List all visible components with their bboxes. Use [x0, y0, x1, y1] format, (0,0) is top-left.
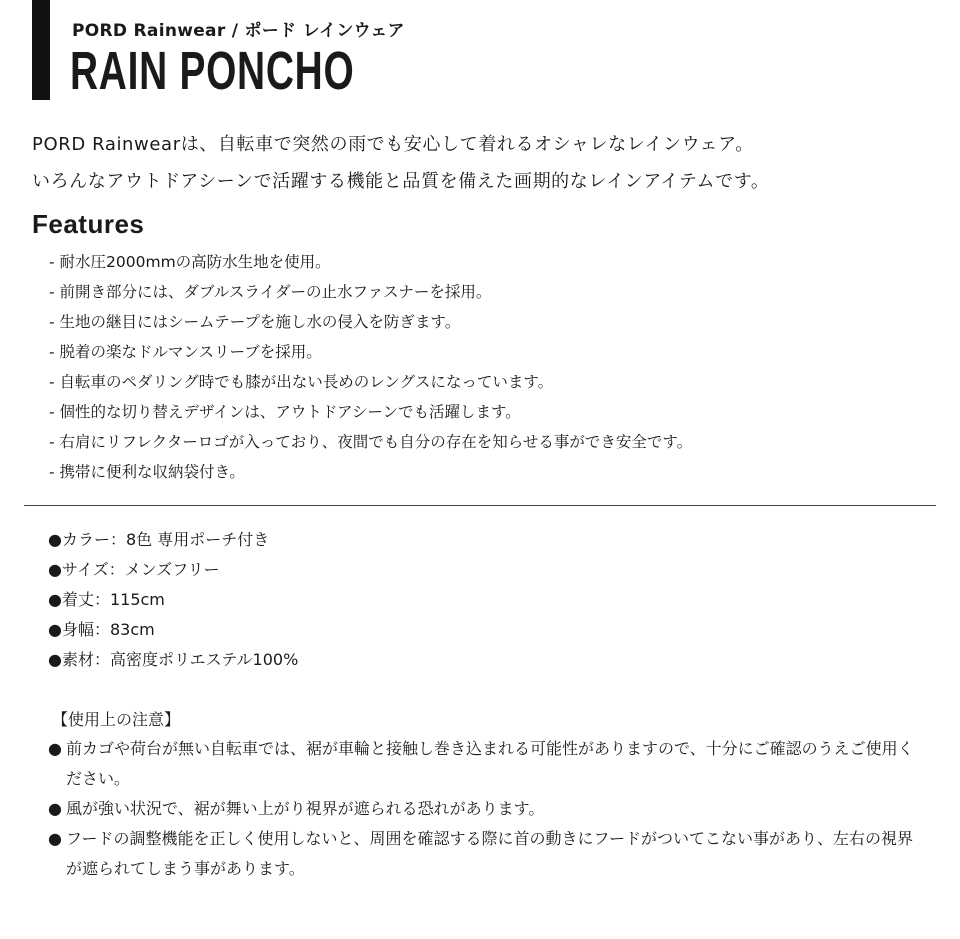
spec-item [48, 645, 298, 675]
spec-text: 着丈：115cm [61, 590, 165, 609]
feature-item: - 携帯に便利な収納袋付き。 [49, 463, 245, 481]
caution-list [48, 734, 928, 884]
bullet-icon: ● [48, 650, 62, 669]
feature-item: - 個性的な切り替えデザインは、アウトドアシーンでも活躍します。 [49, 403, 521, 421]
intro-line: PORD Rainwearは、自転車で突然の雨でも安心して着れるオシャレなレインウェア。 [32, 134, 754, 155]
caution-text: フードの調整機能を正しく使用しないと、周囲を確認する際に首の動きにフードがついてこない事があり、左右の視界が遮られてしまう事があります。 [66, 829, 914, 878]
bullet-icon: ● [48, 739, 62, 758]
bullet-icon: ● [48, 560, 62, 579]
spec-item [48, 585, 298, 615]
spec-text: 素材：高密度ポリエステル100% [61, 650, 299, 669]
caution-item [48, 734, 928, 794]
features-list [49, 247, 692, 487]
bullet-icon: ● [48, 799, 62, 818]
page-title: RAIN PONCHO [70, 41, 355, 101]
feature-item: - 耐水圧2000mmの高防水生地を使用。 [49, 253, 331, 271]
feature-item: - 右肩にリフレクターロゴが入っており、夜間でも自分の存在を知らせる事ができ安全です。 [49, 433, 693, 451]
caution-item [48, 824, 928, 884]
spec-text: サイズ：メンズフリー [61, 560, 220, 579]
feature-item: - 自転車のペダリング時でも膝が出ない長めのレングスになっています。 [49, 373, 554, 391]
feature-item: - 生地の継目にはシームテープを施し水の侵入を防ぎます。 [49, 313, 461, 331]
features-heading: Features [32, 209, 145, 239]
intro-text [32, 126, 770, 200]
bullet-icon: ● [48, 590, 62, 609]
spec-text: 身幅：83cm [61, 620, 155, 639]
spec-item [48, 615, 298, 645]
spec-item [48, 525, 298, 555]
spec-item [48, 555, 298, 585]
title-accent-bar [32, 0, 50, 100]
feature-item: - 脱着の楽なドルマンスリーブを採用。 [49, 343, 322, 361]
section-divider [24, 505, 936, 506]
spec-list [48, 525, 298, 675]
intro-line: いろんなアウトドアシーンで活躍する機能と品質を備えた画期的なレインアイテムです。 [32, 171, 770, 192]
bullet-icon: ● [48, 829, 62, 848]
caution-text: 風が強い状況で、裾が舞い上がり視界が遮られる恐れがあります。 [66, 799, 545, 818]
brand-subtitle: PORD Rainwear / ポード レインウェア [72, 21, 405, 41]
caution-heading: 【使用上の注意】 [52, 710, 181, 729]
feature-item: - 前開き部分には、ダブルスライダーの止水ファスナーを採用。 [49, 283, 492, 301]
caution-text: 前カゴや荷台が無い自転車では、裾が車輪と接触し巻き込まれる可能性がありますので、十分にご確認のうえご使用ください。 [66, 739, 914, 788]
caution-item [48, 794, 928, 824]
spec-text: カラー：8色 専用ポーチ付き [61, 530, 270, 549]
bullet-icon: ● [48, 530, 62, 549]
bullet-icon: ● [48, 620, 62, 639]
